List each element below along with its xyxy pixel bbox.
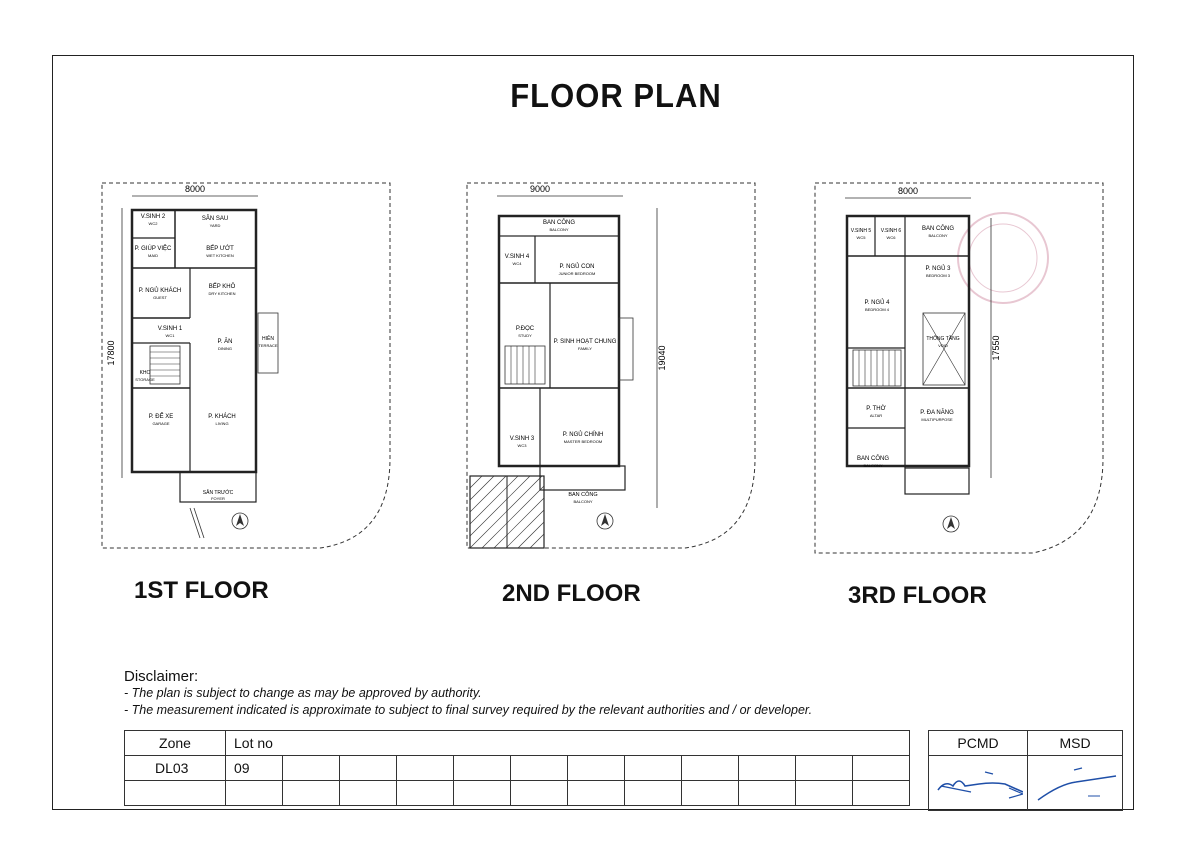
- dim-side: 19040: [657, 345, 667, 371]
- svg-text:V.SINH 5: V.SINH 5: [850, 228, 872, 234]
- north-arrow-icon: [943, 516, 959, 532]
- svg-text:P. NGỦ KHÁCH: P. NGỦ KHÁCH: [138, 288, 182, 294]
- disclaimer-line-2: - The measurement indicated is approximate to subject to final survey required by the relevant authorities and / or developer.: [124, 703, 813, 717]
- svg-text:FOYER: FOYER: [211, 496, 225, 501]
- svg-text:WET KITCHEN: WET KITCHEN: [206, 253, 234, 258]
- svg-text:GARAGE: GARAGE: [152, 421, 170, 426]
- svg-text:WC1: WC1: [165, 333, 175, 338]
- svg-text:THÔNG TẦNG: THÔNG TẦNG: [926, 336, 960, 342]
- dim-top: 8000: [897, 186, 919, 196]
- sign-table: [928, 730, 1123, 811]
- svg-text:VOID: VOID: [938, 343, 948, 348]
- disclaimer-line-1: - The plan is subject to change as may be approved by authority.: [124, 686, 482, 700]
- svg-text:SÂN SAU: SÂN SAU: [201, 216, 229, 222]
- svg-text:BẾP ƯỚT: BẾP ƯỚT: [206, 246, 234, 252]
- svg-text:V.SINH 3: V.SINH 3: [509, 436, 535, 442]
- zone-lot-table: [124, 730, 910, 806]
- lot-value: 09: [226, 756, 283, 781]
- floor-label-2: 2ND FLOOR: [502, 580, 641, 607]
- zone-header: Zone: [125, 731, 226, 756]
- svg-text:V.SINH 6: V.SINH 6: [880, 228, 902, 234]
- svg-text:V.SINH 4: V.SINH 4: [504, 254, 530, 260]
- svg-text:V.SINH 2: V.SINH 2: [140, 214, 166, 220]
- svg-text:P. NGỦ CON: P. NGỦ CON: [559, 264, 595, 270]
- signature-pcmd: [933, 762, 1023, 802]
- pcmd-signature-cell: [929, 756, 1028, 811]
- stair-symbol: [853, 350, 901, 386]
- svg-text:P. ĂN: P. ĂN: [217, 339, 233, 345]
- svg-text:P. NGỦ CHÍNH: P. NGỦ CHÍNH: [562, 432, 604, 438]
- svg-text:TERRACE: TERRACE: [258, 343, 278, 348]
- svg-text:BALCONY: BALCONY: [549, 227, 569, 232]
- floor-label-3: 3RD FLOOR: [848, 582, 987, 609]
- svg-text:GUEST: GUEST: [153, 295, 167, 300]
- north-arrow-icon: [597, 513, 613, 529]
- svg-text:BAN CÔNG: BAN CÔNG: [921, 226, 955, 232]
- svg-text:WC6: WC6: [886, 235, 896, 240]
- svg-text:P. GIÚP VIỆC: P. GIÚP VIỆC: [134, 246, 172, 252]
- svg-text:MASTER BEDROOM: MASTER BEDROOM: [563, 439, 603, 444]
- lot-header: Lot no: [226, 731, 910, 756]
- svg-text:P.ĐỌC: P.ĐỌC: [515, 326, 535, 332]
- north-arrow-icon: [232, 513, 248, 529]
- site-boundary: [467, 183, 755, 548]
- plan-1st-floor: [100, 178, 400, 558]
- svg-text:SÂN TRƯỚC: SÂN TRƯỚC: [202, 490, 234, 496]
- svg-text:P. KHÁCH: P. KHÁCH: [208, 414, 236, 420]
- disclaimer-heading: Disclaimer:: [124, 668, 199, 685]
- svg-text:P. ĐỂ XE: P. ĐỂ XE: [148, 414, 174, 420]
- page-title: FLOOR PLAN: [510, 76, 722, 115]
- room-labels: [505, 219, 617, 504]
- dim-side: 17800: [106, 340, 116, 366]
- svg-text:BẾP KHÔ: BẾP KHÔ: [208, 284, 236, 290]
- svg-text:BAN CÔNG: BAN CÔNG: [542, 220, 576, 226]
- dim-top: 8000: [184, 184, 206, 194]
- svg-text:MAID: MAID: [148, 253, 158, 258]
- svg-text:WC3: WC3: [517, 443, 527, 448]
- svg-text:WC4: WC4: [512, 261, 522, 266]
- svg-text:DINING: DINING: [218, 346, 232, 351]
- svg-text:BAN CÔNG: BAN CÔNG: [856, 456, 890, 462]
- plan-2nd-floor: [465, 178, 765, 558]
- svg-text:KHO: KHO: [139, 370, 151, 376]
- svg-text:V.SINH 1: V.SINH 1: [157, 326, 183, 332]
- signature-msd: [1030, 762, 1120, 802]
- floorplan-3-svg: [813, 178, 1113, 558]
- svg-text:ALTAR: ALTAR: [869, 413, 883, 418]
- svg-text:WC5: WC5: [856, 235, 866, 240]
- svg-text:FAMILY: FAMILY: [578, 346, 592, 351]
- pcmd-header: PCMD: [929, 731, 1028, 756]
- svg-text:P. NGỦ 3: P. NGỦ 3: [925, 266, 951, 272]
- svg-text:JUNIOR BEDROOM: JUNIOR BEDROOM: [558, 271, 596, 276]
- svg-text:BALCONY: BALCONY: [928, 233, 948, 238]
- svg-text:HIÊN: HIÊN: [262, 336, 274, 342]
- svg-text:BEDROOM 4: BEDROOM 4: [864, 307, 890, 312]
- void-symbol: [923, 313, 965, 385]
- dim-top: 9000: [529, 184, 551, 194]
- svg-text:STUDY: STUDY: [518, 333, 532, 338]
- msd-signature-cell: [1028, 756, 1123, 811]
- svg-text:BAN CÔNG: BAN CÔNG: [568, 492, 598, 498]
- hatched-area: [470, 476, 544, 548]
- svg-text:WC2: WC2: [148, 221, 158, 226]
- msd-header: MSD: [1028, 731, 1123, 756]
- svg-text:DRY KITCHEN: DRY KITCHEN: [208, 291, 236, 296]
- floor-label-1: 1ST FLOOR: [134, 577, 269, 604]
- svg-text:P. ĐA NĂNG: P. ĐA NĂNG: [920, 410, 954, 416]
- svg-text:YARD: YARD: [209, 223, 221, 228]
- svg-text:P. THỜ: P. THỜ: [866, 406, 886, 412]
- svg-text:MULTIPURPOSE: MULTIPURPOSE: [921, 417, 953, 422]
- floorplan-2-svg: [465, 178, 765, 558]
- floorplan-1-svg: [100, 178, 400, 558]
- disclaimer: [124, 668, 812, 719]
- plan-3rd-floor: [813, 178, 1113, 558]
- zone-value: DL03: [125, 756, 226, 781]
- svg-text:STORAGE: STORAGE: [135, 377, 155, 382]
- svg-text:BALCONY: BALCONY: [863, 463, 883, 468]
- svg-text:LIVING: LIVING: [215, 421, 229, 426]
- stair-symbol: [505, 346, 545, 384]
- svg-text:BEDROOM 3: BEDROOM 3: [925, 273, 951, 278]
- svg-text:P. SINH HOẠT CHUNG: P. SINH HOẠT CHUNG: [553, 339, 617, 345]
- svg-text:BALCONY: BALCONY: [573, 499, 593, 504]
- stamp-seal: [958, 213, 1048, 303]
- dim-side: 17550: [991, 335, 1001, 361]
- svg-text:P. NGỦ 4: P. NGỦ 4: [864, 300, 890, 306]
